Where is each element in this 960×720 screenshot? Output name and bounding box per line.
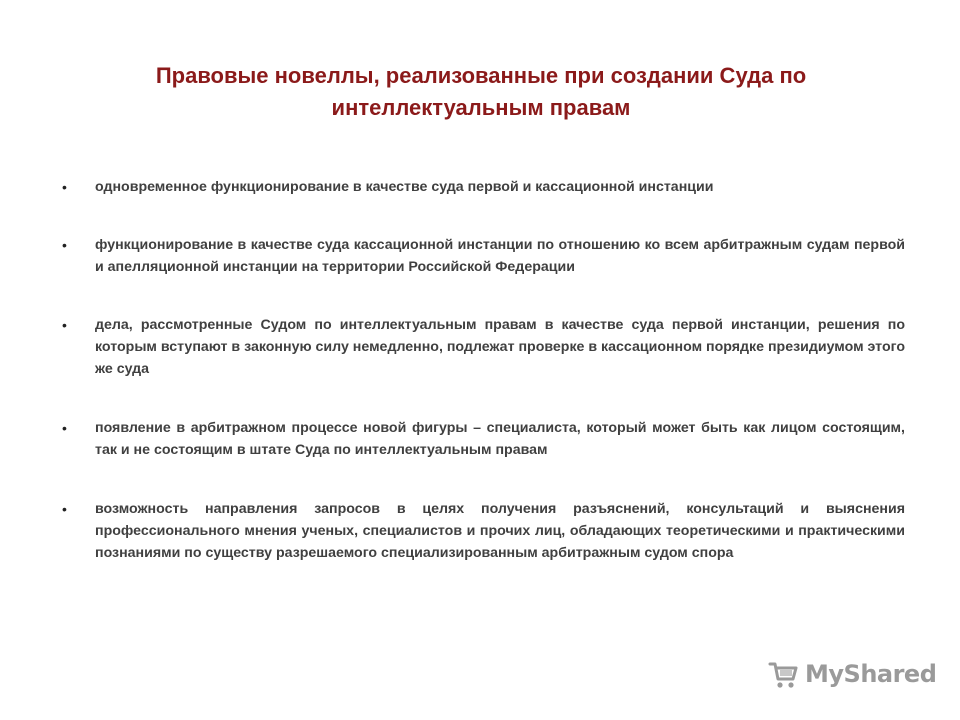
bullet-item-5 <box>62 498 905 564</box>
bullet-item-2 <box>62 234 905 278</box>
bullet-text-3: дела, рассмотренные Судом по интеллектуальным правам в качестве суда первой инстанции, решения по которым вступают в законную силу немедленно, подлежат проверке в кассационном порядке президиумом этого же суда <box>95 317 905 377</box>
bullet-marker: • <box>62 501 67 517</box>
shopping-cart-icon <box>766 657 800 691</box>
slide-title-line-2: интеллектуальным правам <box>331 95 631 120</box>
bullet-marker: • <box>62 179 67 195</box>
bullet-text-5: возможность направления запросов в целях получения разъяснений, консультаций и выяснения профессионального мнения ученых, специалистов и прочих лиц, обладающих теоретическими и практическими познаниями по существу разрешаемого специализированным арбитражным судом спора <box>95 501 905 561</box>
bullet-item-4 <box>62 417 905 461</box>
watermark-logo <box>766 656 936 692</box>
bullet-item-1 <box>62 176 905 198</box>
bullet-marker: • <box>62 317 67 333</box>
bullet-text-2: функционирование в качестве суда кассационной инстанции по отношению ко всем арбитражным судам первой и апелляционной инстанции на территории Российской Федерации <box>95 237 905 275</box>
bullet-marker: • <box>62 420 67 436</box>
bullet-list <box>62 172 905 564</box>
slide-title-line-1: Правовые новеллы, реализованные при создании Суда по <box>155 63 807 88</box>
slide-title <box>96 60 866 124</box>
bullet-item-3 <box>62 314 905 380</box>
bullet-text-1: одновременное функционирование в качестве суда первой и кассационной инстанции <box>95 179 714 195</box>
watermark-text: MyShared <box>805 660 937 688</box>
bullet-marker: • <box>62 237 67 253</box>
bullet-text-4: появление в арбитражном процессе новой фигуры – специалиста, который может быть как лицом состоящим, так и не состоящим в штате Суда по интеллектуальным правам <box>95 420 905 458</box>
